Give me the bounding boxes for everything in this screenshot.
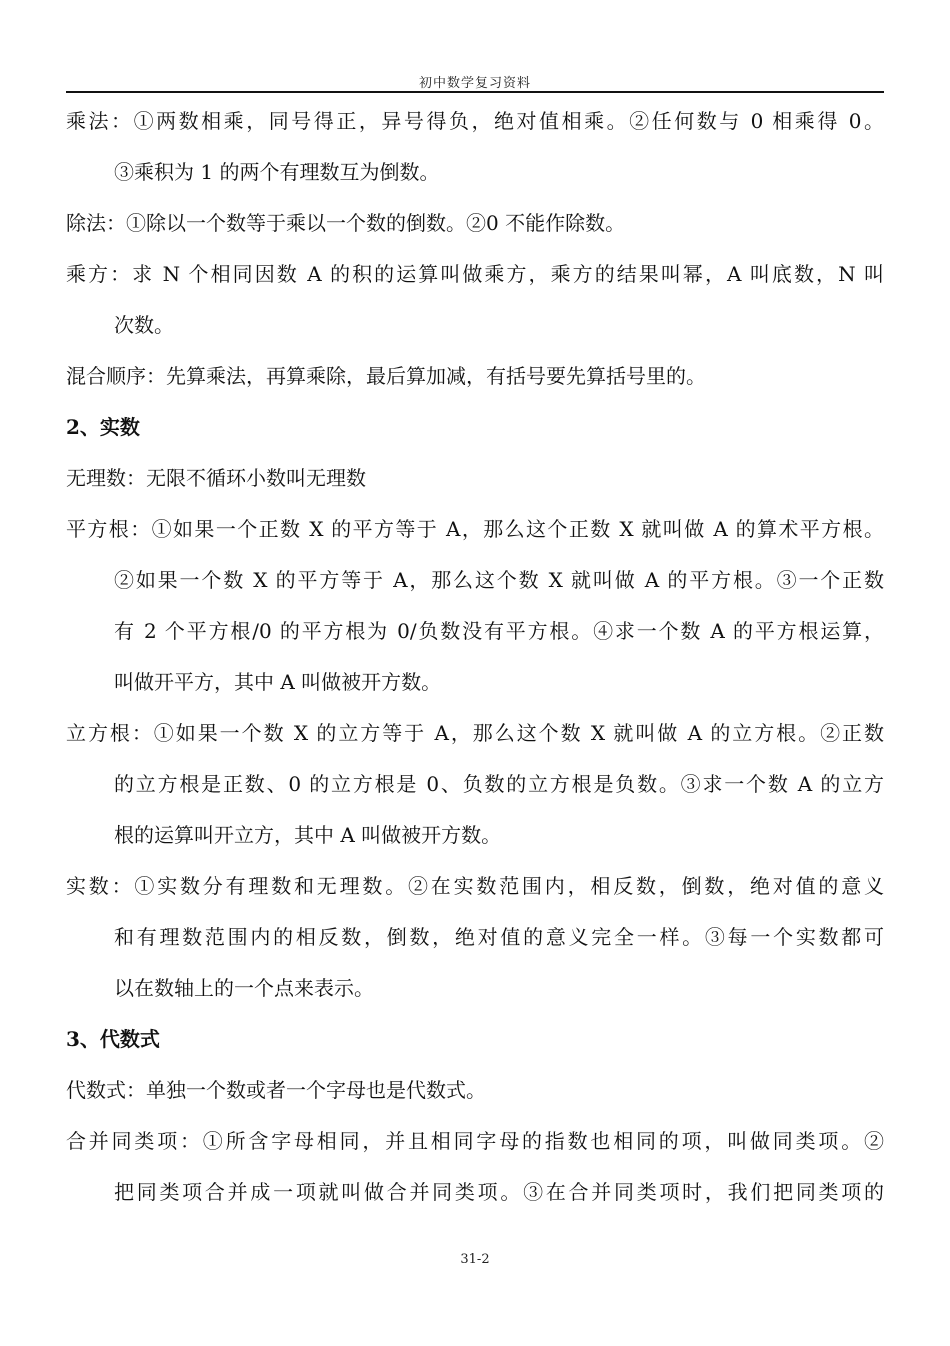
page-number: 31-2	[460, 1252, 490, 1267]
text-line: 的立方根是正数、0 的立方根是 0、负数的立方根是负数。③求一个数 A 的立方	[114, 772, 884, 796]
text-line: 代数式：单独一个数或者一个字母也是代数式。	[66, 1078, 486, 1102]
text-line: ③乘积为 1 的两个有理数互为倒数。	[114, 160, 440, 184]
text-line: 根的运算叫开立方，其中 A 叫做被开方数。	[114, 823, 502, 847]
text-line: 无理数：无限不循环小数叫无理数	[66, 466, 366, 490]
header-divider	[66, 91, 884, 93]
section-heading: 3、代数式	[66, 1027, 160, 1051]
text-line: 把同类项合并成一项就叫做合并同类项。③在合并同类项时，我们把同类项的	[114, 1180, 884, 1204]
text-line: 乘方：求 N 个相同因数 A 的积的运算叫做乘方，乘方的结果叫幂，A 叫底数，N 叫	[66, 262, 884, 286]
text-line: 合并同类项：①所含字母相同，并且相同字母的指数也相同的项，叫做同类项。②	[66, 1129, 884, 1153]
text-line: 混合顺序：先算乘法，再算乘除，最后算加减，有括号要先算括号里的。	[66, 364, 706, 388]
text-line: 和有理数范围内的相反数，倒数，绝对值的意义完全一样。③每一个实数都可	[114, 925, 884, 949]
document-body	[66, 96, 884, 1218]
text-line: 有 2 个平方根/0 的平方根为 0/负数没有平方根。④求一个数 A 的平方根运算，	[114, 619, 884, 643]
text-line: 立方根：①如果一个数 X 的立方等于 A，那么这个数 X 就叫做 A 的立方根。②正数	[66, 721, 884, 745]
text-line: 除法：①除以一个数等于乘以一个数的倒数。②0 不能作除数。	[66, 211, 626, 235]
text-line: 平方根：①如果一个正数 X 的平方等于 A，那么这个正数 X 就叫做 A 的算术平方根。	[66, 517, 884, 541]
section-heading: 2、实数	[66, 415, 140, 439]
text-line: ②如果一个数 X 的平方等于 A，那么这个数 X 就叫做 A 的平方根。③一个正数	[114, 568, 884, 592]
text-line: 以在数轴上的一个点来表示。	[114, 976, 374, 1000]
text-line: 实数：①实数分有理数和无理数。②在实数范围内，相反数，倒数，绝对值的意义	[66, 874, 884, 898]
text-line: 叫做开平方，其中 A 叫做被开方数。	[114, 670, 442, 694]
text-line: 乘法：①两数相乘，同号得正，异号得负，绝对值相乘。②任何数与 0 相乘得 0。	[66, 109, 884, 133]
page-header-title: 初中数学复习资料	[418, 76, 531, 91]
text-line: 次数。	[114, 313, 174, 337]
